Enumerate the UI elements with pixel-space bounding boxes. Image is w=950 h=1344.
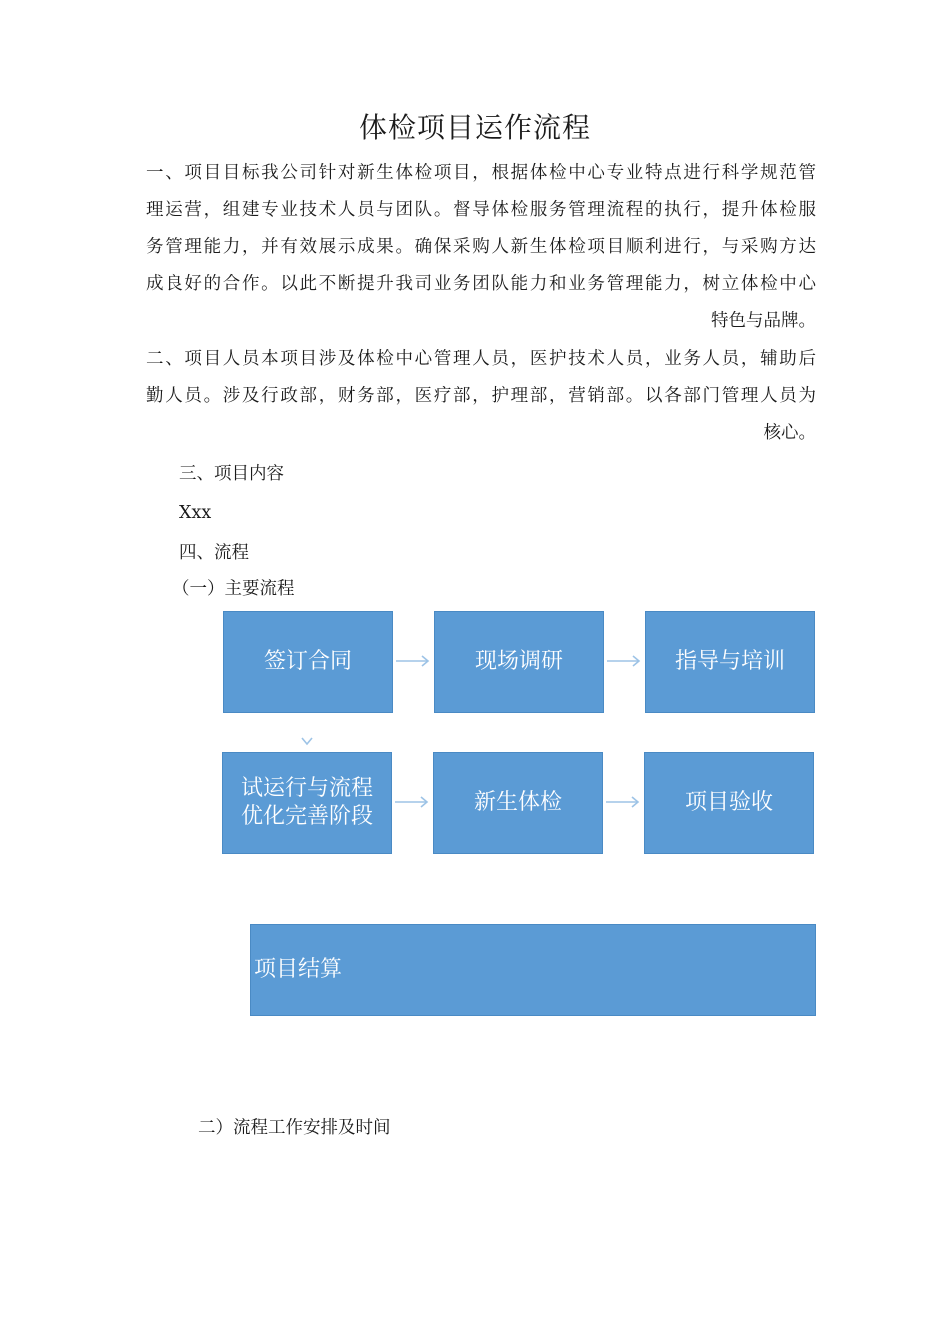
section-1-line: 务管理能力，并有效展示成果。确保采购人新生体检项目顺利进行，与采购方达: [146, 237, 816, 257]
flow-box-label: 指导与培训: [674, 649, 785, 674]
flow-subheading-schedule: 二）流程工作安排及时间: [198, 1118, 391, 1138]
section-2-line: 核心。: [763, 423, 816, 443]
section-1-line: 成良好的合作。以此不断提升我司业务团队能力和业务管理能力，树立体检中心: [146, 274, 816, 294]
document-title: 体检项目运作流程: [358, 111, 591, 144]
section-3-heading: 三、项目内容: [179, 464, 284, 484]
section-2-line: 勤人员。涉及行政部，财务部，医疗部，护理部，营销部。以各部门管理人员为: [146, 386, 816, 406]
flow-box-label: 项目结算: [254, 957, 343, 982]
flow-box-label: 现场调研: [474, 649, 563, 674]
arrow-right-icon: [607, 656, 639, 666]
flow-box-label-line2: 优化完善阶段: [240, 804, 373, 829]
arrow-down-icon: [302, 738, 312, 744]
flow-box-label: 项目验收: [684, 790, 773, 815]
arrow-right-icon: [396, 656, 428, 666]
flow-box-label-line1: 试运行与流程: [240, 776, 373, 801]
section-1-line: 一、项目目标我公司针对新生体检项目，根据体检中心专业特点进行科学规范管: [146, 163, 816, 183]
arrow-right-icon: [606, 797, 638, 807]
section-2-line: 二、项目人员本项目涉及体检中心管理人员，医护技术人员，业务人员，辅助后: [146, 349, 816, 369]
section-1-line: 理运营，组建专业技术人员与团队。督导体检服务管理流程的执行，提升体检服: [146, 200, 816, 220]
flow-box-label: 签订合同: [263, 649, 352, 674]
section-4-heading: 四、流程: [179, 543, 249, 563]
section-3-content: Xxx: [179, 503, 212, 523]
flow-subheading-main: （一）主要流程: [172, 579, 295, 599]
section-1-line: 特色与品牌。: [711, 311, 816, 331]
flow-box-label: 新生体检: [473, 790, 562, 815]
arrow-right-icon: [395, 797, 427, 807]
